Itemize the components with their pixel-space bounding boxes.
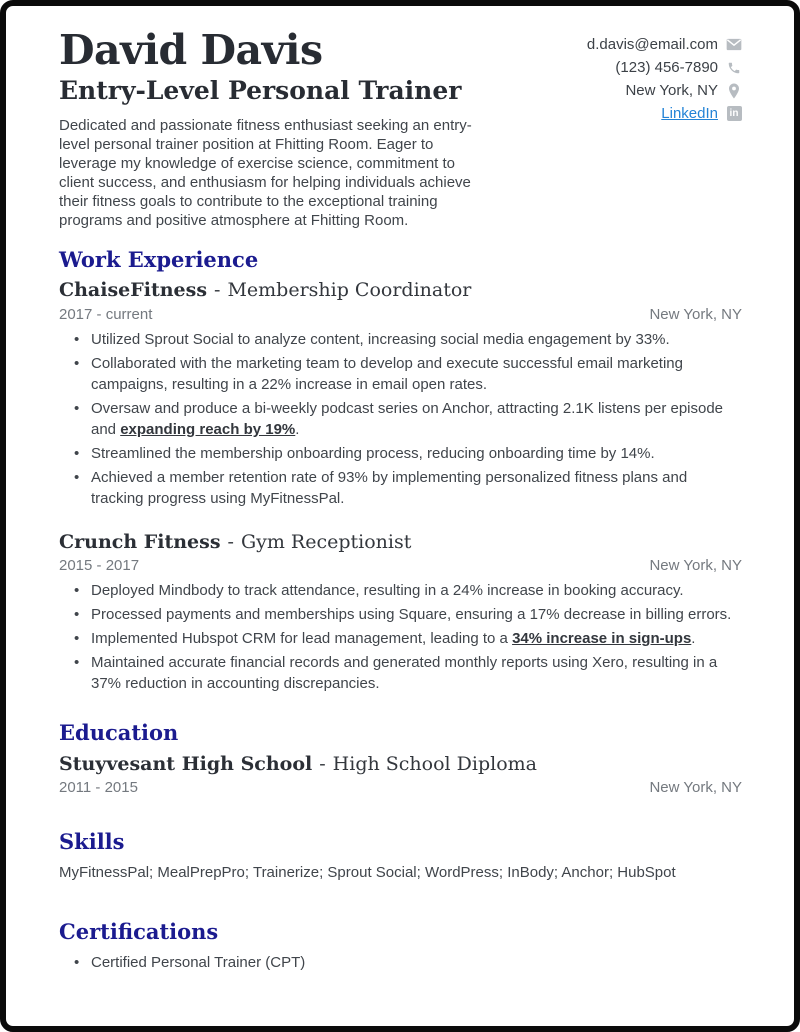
job-entry-chaisefitness [59, 278, 742, 509]
title-separator: - [319, 752, 326, 775]
job-entry-crunch-fitness [59, 530, 742, 695]
skills-heading: Skills [59, 829, 125, 855]
bullet-item: • Deployed Mindbody to track attendance, resulting in a 24% increase in booking accuracy. [91, 580, 742, 601]
job-bullet-list [59, 580, 742, 694]
bullet-item: • Oversaw and produce a bi-weekly podcast series on Anchor, attracting 2.1K listens per episode and expanding reach by 19%. [91, 398, 742, 440]
phone-text: (123) 456-7890 [615, 59, 718, 76]
job-location: New York, NY [649, 557, 742, 575]
bullet-item: • Processed payments and memberships using Square, ensuring a 17% decrease in billing errors. [91, 604, 742, 625]
education-section [59, 720, 742, 797]
header [59, 28, 742, 230]
company-name: ChaiseFitness [59, 278, 208, 301]
phone-icon [726, 61, 742, 75]
contact-location-row [625, 81, 742, 100]
job-dates: 2017 - current [59, 305, 153, 323]
email-text: d.davis@email.com [586, 36, 718, 53]
skills-list: MyFitnessPal; MealPrepPro; Trainerize; Sprout Social; WordPress; InBody; Anchor; HubSpot [59, 864, 676, 882]
education-location: New York, NY [649, 779, 742, 797]
education-heading: Education [59, 720, 179, 746]
title-separator: - [214, 278, 221, 301]
role-name: Membership Coordinator [227, 278, 472, 301]
job-meta-row [59, 556, 742, 575]
certification-item: • Certified Personal Trainer (CPT) [91, 952, 742, 973]
bullet-item: • Achieved a member retention rate of 93% by implementing personalized fitness plans and tracking progress using MyFitnessPal. [91, 467, 742, 509]
contact-linkedin-row [661, 104, 742, 123]
job-title-row [59, 530, 742, 555]
certifications-heading: Certifications [59, 919, 219, 945]
title-separator: - [227, 530, 234, 553]
bullet-item: • Implemented Hubspot CRM for lead management, leading to a 34% increase in sign-ups. [91, 628, 742, 649]
role-name: Gym Receptionist [240, 530, 412, 553]
degree-name: High School Diploma [332, 752, 537, 775]
bullet-item: • Maintained accurate financial records and generated monthly reports using Xero, resulting in a 37% reduction in accounting discrepancies. [91, 652, 742, 694]
skills-section [59, 829, 742, 883]
education-title-row [59, 752, 742, 777]
contact-email-row [587, 35, 742, 54]
person-name: David Davis [59, 26, 323, 74]
job-location: New York, NY [649, 305, 742, 323]
education-entry [59, 752, 742, 798]
location-pin-icon [726, 83, 742, 99]
job-title: Entry-Level Personal Trainer [59, 76, 462, 106]
header-identity [59, 28, 486, 230]
bullet-item: • Utilized Sprout Social to analyze content, increasing social media engagement by 33%. [91, 329, 742, 350]
linkedin-icon: in [726, 106, 742, 121]
bullet-item: • Collaborated with the marketing team to develop and execute successful email marketing campaigns, resulting in a 22% increase in email open rates. [91, 353, 742, 395]
linkedin-link[interactable]: LinkedIn [661, 105, 718, 122]
education-dates: 2011 - 2015 [59, 779, 138, 797]
summary-paragraph: Dedicated and passionate fitness enthusiast seeking an entry-level personal trainer position at Fhitting Room. Eager to leverage my knowledge of exercise science, commitment to client success, and enthusiasm for helping individuals achieve their fitness goals to contribute to the exceptional training programs and positive atmosphere at Fhitting Room. [59, 116, 472, 229]
resume-content [6, 6, 794, 973]
education-meta-row [59, 778, 742, 797]
contact-block [587, 35, 742, 127]
company-name: Crunch Fitness [59, 530, 221, 553]
work-experience-heading: Work Experience [59, 246, 259, 272]
work-experience-section [59, 247, 742, 695]
job-title-row [59, 278, 742, 303]
job-dates: 2015 - 2017 [59, 557, 140, 575]
job-meta-row [59, 305, 742, 324]
bullet-item: • Streamlined the membership onboarding process, reducing onboarding time by 14%. [91, 443, 742, 464]
job-bullet-list [59, 329, 742, 509]
highlighted-metric: expanding reach by 19% [120, 420, 296, 438]
certifications-list [59, 952, 742, 973]
certifications-section [59, 919, 742, 972]
school-name: Stuyvesant High School [59, 752, 313, 775]
highlighted-metric: 34% increase in sign-ups [512, 630, 692, 648]
contact-phone-row [615, 58, 742, 77]
location-text: New York, NY [625, 82, 718, 99]
email-icon [726, 38, 742, 51]
